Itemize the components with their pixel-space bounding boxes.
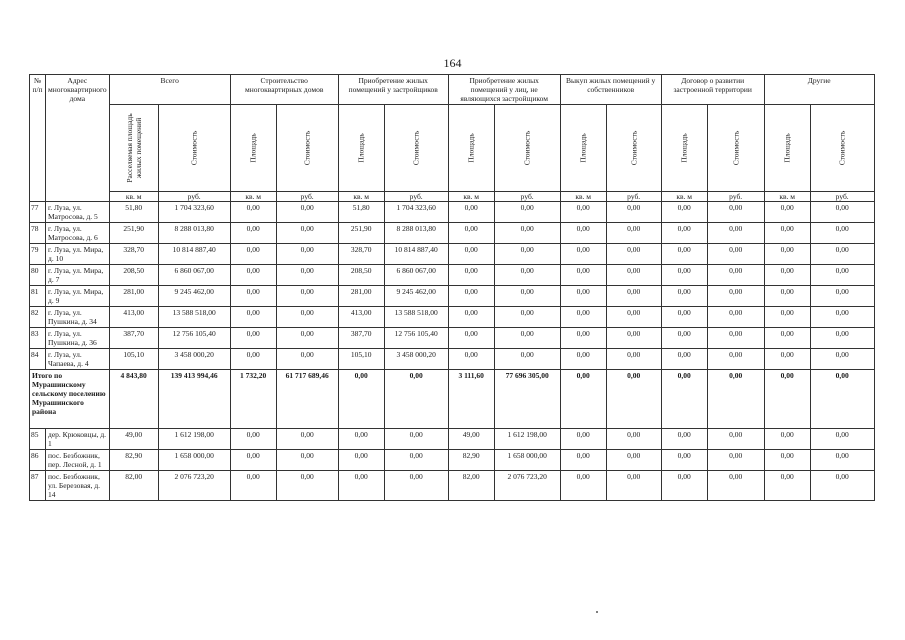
value-cell: 0,00: [494, 244, 560, 265]
value-cell: 0,00: [560, 471, 606, 501]
value-cell: 0,00: [606, 349, 661, 370]
value-cell: 0,00: [707, 265, 764, 286]
unit-cell: кв. м: [230, 192, 276, 202]
value-cell: 3 458 000,20: [158, 349, 230, 370]
header-sub-label: Стоимость: [731, 130, 741, 166]
value-cell: 0,00: [448, 349, 494, 370]
value-cell: 0,00: [764, 286, 810, 307]
value-cell: 0,00: [606, 429, 661, 450]
header-sub-label: Стоимость: [522, 130, 532, 166]
value-cell: 4 843,80: [109, 370, 158, 429]
value-cell: 13 588 518,00: [384, 307, 448, 328]
row-address: г. Луза, ул. Пушкина, д. 34: [46, 307, 110, 328]
header-sub-label: Площадь: [356, 133, 366, 163]
value-cell: 0,00: [560, 265, 606, 286]
value-cell: 0,00: [230, 286, 276, 307]
header-sub-13: [810, 105, 874, 192]
row-address: г. Луза, ул. Чапаева, д. 4: [46, 349, 110, 370]
value-cell: 0,00: [230, 244, 276, 265]
table-row: [30, 471, 875, 501]
header-group-other: Другие: [764, 75, 874, 105]
value-cell: 0,00: [810, 328, 874, 349]
value-cell: 0,00: [448, 223, 494, 244]
value-cell: 0,00: [764, 370, 810, 429]
value-cell: 0,00: [661, 202, 707, 223]
header-sub-3: [276, 105, 338, 192]
housing-program-table: [29, 74, 875, 501]
row-number: 80: [30, 265, 46, 286]
value-cell: 0,00: [560, 349, 606, 370]
row-address: г. Луза, ул. Матросова, д. 5: [46, 202, 110, 223]
value-cell: 0,00: [560, 244, 606, 265]
row-number: 87: [30, 471, 46, 501]
value-cell: 0,00: [384, 471, 448, 501]
row-address: г. Луза, ул. Пушкина, д. 36: [46, 328, 110, 349]
value-cell: 0,00: [661, 286, 707, 307]
total-label: Итого по Мурашинскому сельскому поселению Мурашинского района: [30, 370, 110, 429]
value-cell: 0,00: [810, 349, 874, 370]
table-row: [30, 328, 875, 349]
table-row: [30, 349, 875, 370]
value-cell: 0,00: [230, 429, 276, 450]
value-cell: 0,00: [606, 370, 661, 429]
value-cell: 0,00: [606, 286, 661, 307]
header-sub-10: [661, 105, 707, 192]
value-cell: 49,00: [109, 429, 158, 450]
value-cell: 0,00: [606, 244, 661, 265]
header-sub-label: Площадь: [248, 133, 258, 163]
table-row: [30, 286, 875, 307]
value-cell: 12 756 105,40: [384, 328, 448, 349]
value-cell: 0,00: [764, 265, 810, 286]
unit-cell: руб.: [276, 192, 338, 202]
value-cell: 0,00: [230, 450, 276, 471]
table-row: [30, 223, 875, 244]
value-cell: 0,00: [661, 429, 707, 450]
value-cell: 0,00: [606, 450, 661, 471]
value-cell: 0,00: [810, 370, 874, 429]
header-address: Адрес многоквартирного дома: [46, 75, 110, 202]
value-cell: 82,00: [109, 471, 158, 501]
value-cell: 82,90: [448, 450, 494, 471]
header-group-territory-development: Договор о развитии застроенной территории: [661, 75, 764, 105]
value-cell: 0,00: [764, 223, 810, 244]
value-cell: 0,00: [810, 202, 874, 223]
header-sub-label: Площадь: [466, 133, 476, 163]
value-cell: 0,00: [494, 349, 560, 370]
value-cell: 51,80: [338, 202, 384, 223]
value-cell: 0,00: [338, 450, 384, 471]
table-row: [30, 265, 875, 286]
unit-cell: кв. м: [661, 192, 707, 202]
value-cell: 0,00: [810, 265, 874, 286]
value-cell: 0,00: [606, 328, 661, 349]
header-no: № п/п: [30, 75, 46, 202]
value-cell: 1 704 323,60: [158, 202, 230, 223]
value-cell: 0,00: [384, 370, 448, 429]
value-cell: 82,90: [109, 450, 158, 471]
value-cell: 0,00: [606, 307, 661, 328]
value-cell: 0,00: [276, 244, 338, 265]
value-cell: 0,00: [338, 471, 384, 501]
row-address: г. Луза, ул. Мира, д. 7: [46, 265, 110, 286]
row-number: 85: [30, 429, 46, 450]
value-cell: 0,00: [661, 471, 707, 501]
value-cell: 0,00: [764, 450, 810, 471]
value-cell: 0,00: [560, 328, 606, 349]
unit-cell: кв. м: [560, 192, 606, 202]
value-cell: 0,00: [230, 349, 276, 370]
value-cell: 0,00: [606, 223, 661, 244]
value-cell: 0,00: [764, 244, 810, 265]
value-cell: 413,00: [109, 307, 158, 328]
header-sub-1: [158, 105, 230, 192]
value-cell: 328,70: [338, 244, 384, 265]
header-sub-12: [764, 105, 810, 192]
value-cell: 0,00: [707, 450, 764, 471]
header-sub-label: Стоимость: [411, 130, 421, 166]
value-cell: 3 111,60: [448, 370, 494, 429]
table-row: [30, 307, 875, 328]
value-cell: 0,00: [448, 307, 494, 328]
value-cell: 0,00: [230, 307, 276, 328]
row-number: 86: [30, 450, 46, 471]
value-cell: 0,00: [764, 349, 810, 370]
unit-cell: кв. м: [448, 192, 494, 202]
header-sub-label: Расселяемая площадь жилых помещений: [124, 113, 143, 183]
row-address: пос. Безбожник, ул. Березовая, д. 14: [46, 471, 110, 501]
value-cell: 0,00: [810, 307, 874, 328]
table-row: [30, 244, 875, 265]
header-sub-label: Стоимость: [629, 130, 639, 166]
value-cell: 9 245 462,00: [384, 286, 448, 307]
value-cell: 0,00: [661, 349, 707, 370]
unit-cell: кв. м: [109, 192, 158, 202]
row-number: 82: [30, 307, 46, 328]
header-sub-label: Площадь: [679, 133, 689, 163]
value-cell: 0,00: [707, 223, 764, 244]
value-cell: 0,00: [494, 223, 560, 244]
value-cell: 6 860 067,00: [384, 265, 448, 286]
header-sub-6: [448, 105, 494, 192]
value-cell: 208,50: [109, 265, 158, 286]
value-cell: 0,00: [661, 244, 707, 265]
unit-cell: руб.: [810, 192, 874, 202]
header-sub-4: [338, 105, 384, 192]
value-cell: 139 413 994,46: [158, 370, 230, 429]
value-cell: 387,70: [109, 328, 158, 349]
value-cell: 2 076 723,20: [494, 471, 560, 501]
header-group-from-developers: Приобретение жилых помещений у застройщиков: [338, 75, 448, 105]
value-cell: 0,00: [764, 202, 810, 223]
row-address: г. Луза, ул. Мира, д. 9: [46, 286, 110, 307]
unit-cell: руб.: [158, 192, 230, 202]
value-cell: 10 814 887,40: [384, 244, 448, 265]
value-cell: 0,00: [707, 471, 764, 501]
row-number: 78: [30, 223, 46, 244]
value-cell: 0,00: [764, 328, 810, 349]
value-cell: 0,00: [560, 286, 606, 307]
value-cell: 0,00: [230, 223, 276, 244]
value-cell: 10 814 887,40: [158, 244, 230, 265]
value-cell: 0,00: [230, 471, 276, 501]
value-cell: 1 732,20: [230, 370, 276, 429]
header-sub-7: [494, 105, 560, 192]
unit-cell: кв. м: [764, 192, 810, 202]
value-cell: 0,00: [707, 244, 764, 265]
unit-cell: кв. м: [338, 192, 384, 202]
value-cell: 0,00: [764, 471, 810, 501]
value-cell: 0,00: [661, 370, 707, 429]
header-sub-row: [30, 105, 875, 192]
value-cell: 0,00: [230, 202, 276, 223]
total-row: [30, 370, 875, 429]
value-cell: 0,00: [661, 328, 707, 349]
value-cell: 105,10: [109, 349, 158, 370]
header-unit-row: [30, 192, 875, 202]
value-cell: 0,00: [707, 286, 764, 307]
value-cell: 0,00: [448, 202, 494, 223]
header-sub-label: Стоимость: [837, 130, 847, 166]
value-cell: 0,00: [661, 307, 707, 328]
value-cell: 0,00: [276, 471, 338, 501]
value-cell: 9 245 462,00: [158, 286, 230, 307]
value-cell: 281,00: [109, 286, 158, 307]
header-sub-label: Стоимость: [189, 130, 199, 166]
value-cell: 0,00: [448, 286, 494, 307]
value-cell: 0,00: [707, 307, 764, 328]
header-group-row: [30, 75, 875, 105]
value-cell: 0,00: [276, 307, 338, 328]
value-cell: 0,00: [661, 265, 707, 286]
value-cell: 0,00: [276, 328, 338, 349]
row-number: 77: [30, 202, 46, 223]
value-cell: 0,00: [448, 244, 494, 265]
value-cell: 0,00: [276, 265, 338, 286]
value-cell: 0,00: [276, 286, 338, 307]
value-cell: 0,00: [276, 429, 338, 450]
header-group-from-non-developers: Приобретение жилых помещений у лиц, не являющихся застройщиком: [448, 75, 560, 105]
value-cell: 8 288 013,80: [158, 223, 230, 244]
header-sub-5: [384, 105, 448, 192]
row-address: пос. Безбожник, пер. Лесной, д. 1: [46, 450, 110, 471]
value-cell: 0,00: [764, 429, 810, 450]
unit-cell: руб.: [384, 192, 448, 202]
value-cell: 281,00: [338, 286, 384, 307]
value-cell: 0,00: [560, 370, 606, 429]
row-address: г. Луза, ул. Матросова, д. 6: [46, 223, 110, 244]
value-cell: 0,00: [810, 471, 874, 501]
scan-speck: [596, 611, 598, 613]
value-cell: 0,00: [560, 223, 606, 244]
value-cell: 0,00: [494, 286, 560, 307]
value-cell: 0,00: [560, 202, 606, 223]
value-cell: 0,00: [810, 244, 874, 265]
page-number: 164: [443, 56, 462, 70]
header-sub-11: [707, 105, 764, 192]
value-cell: 0,00: [338, 370, 384, 429]
value-cell: 0,00: [810, 286, 874, 307]
value-cell: 12 756 105,40: [158, 328, 230, 349]
header-sub-label: Площадь: [782, 133, 792, 163]
value-cell: 0,00: [230, 328, 276, 349]
value-cell: 82,00: [448, 471, 494, 501]
header-sub-8: [560, 105, 606, 192]
row-address: дер. Крюковцы, д. 1: [46, 429, 110, 450]
value-cell: 413,00: [338, 307, 384, 328]
value-cell: 0,00: [448, 265, 494, 286]
value-cell: 0,00: [494, 307, 560, 328]
value-cell: 1 658 000,00: [494, 450, 560, 471]
value-cell: 6 860 067,00: [158, 265, 230, 286]
value-cell: 0,00: [494, 265, 560, 286]
value-cell: 0,00: [707, 429, 764, 450]
value-cell: 0,00: [810, 429, 874, 450]
value-cell: 0,00: [494, 328, 560, 349]
value-cell: 0,00: [707, 202, 764, 223]
header-sub-9: [606, 105, 661, 192]
header-group-construction: Строительство многоквартирных домов: [230, 75, 338, 105]
value-cell: 1 704 323,60: [384, 202, 448, 223]
value-cell: 208,50: [338, 265, 384, 286]
header-sub-label: Стоимость: [302, 130, 312, 166]
value-cell: 251,90: [338, 223, 384, 244]
value-cell: 0,00: [810, 223, 874, 244]
value-cell: 0,00: [560, 307, 606, 328]
value-cell: 0,00: [560, 450, 606, 471]
value-cell: 0,00: [707, 370, 764, 429]
value-cell: 0,00: [661, 450, 707, 471]
value-cell: 61 717 689,46: [276, 370, 338, 429]
table-row: [30, 450, 875, 471]
value-cell: 1 612 198,00: [158, 429, 230, 450]
value-cell: 0,00: [810, 450, 874, 471]
value-cell: 8 288 013,80: [384, 223, 448, 244]
value-cell: 1 612 198,00: [494, 429, 560, 450]
value-cell: 77 696 305,00: [494, 370, 560, 429]
value-cell: 0,00: [764, 307, 810, 328]
row-number: 79: [30, 244, 46, 265]
value-cell: 0,00: [494, 202, 560, 223]
value-cell: 0,00: [276, 223, 338, 244]
unit-cell: руб.: [707, 192, 764, 202]
value-cell: 0,00: [606, 202, 661, 223]
value-cell: 0,00: [448, 328, 494, 349]
value-cell: 13 588 518,00: [158, 307, 230, 328]
value-cell: 0,00: [661, 223, 707, 244]
value-cell: 49,00: [448, 429, 494, 450]
table-row: [30, 202, 875, 223]
row-number: 81: [30, 286, 46, 307]
unit-cell: руб.: [606, 192, 661, 202]
header-group-buyout: Выкуп жилых помещений у собственников: [560, 75, 661, 105]
row-number: 83: [30, 328, 46, 349]
value-cell: 0,00: [276, 349, 338, 370]
value-cell: 328,70: [109, 244, 158, 265]
value-cell: 0,00: [707, 349, 764, 370]
value-cell: 3 458 000,20: [384, 349, 448, 370]
value-cell: 0,00: [560, 429, 606, 450]
unit-cell: руб.: [494, 192, 560, 202]
value-cell: 0,00: [384, 429, 448, 450]
row-address: г. Луза, ул. Мира, д. 10: [46, 244, 110, 265]
value-cell: 2 076 723,20: [158, 471, 230, 501]
value-cell: 0,00: [276, 450, 338, 471]
value-cell: 0,00: [384, 450, 448, 471]
value-cell: 1 658 000,00: [158, 450, 230, 471]
value-cell: 51,80: [109, 202, 158, 223]
value-cell: 105,10: [338, 349, 384, 370]
value-cell: 0,00: [276, 202, 338, 223]
value-cell: 387,70: [338, 328, 384, 349]
header-sub-label: Площадь: [578, 133, 588, 163]
header-sub-2: [230, 105, 276, 192]
value-cell: 0,00: [230, 265, 276, 286]
header-group-total: Всего: [109, 75, 230, 105]
table-row: [30, 429, 875, 450]
row-number: 84: [30, 349, 46, 370]
value-cell: 0,00: [606, 265, 661, 286]
header-sub-0: [109, 105, 158, 192]
value-cell: 0,00: [606, 471, 661, 501]
value-cell: 0,00: [707, 328, 764, 349]
value-cell: 0,00: [338, 429, 384, 450]
value-cell: 251,90: [109, 223, 158, 244]
